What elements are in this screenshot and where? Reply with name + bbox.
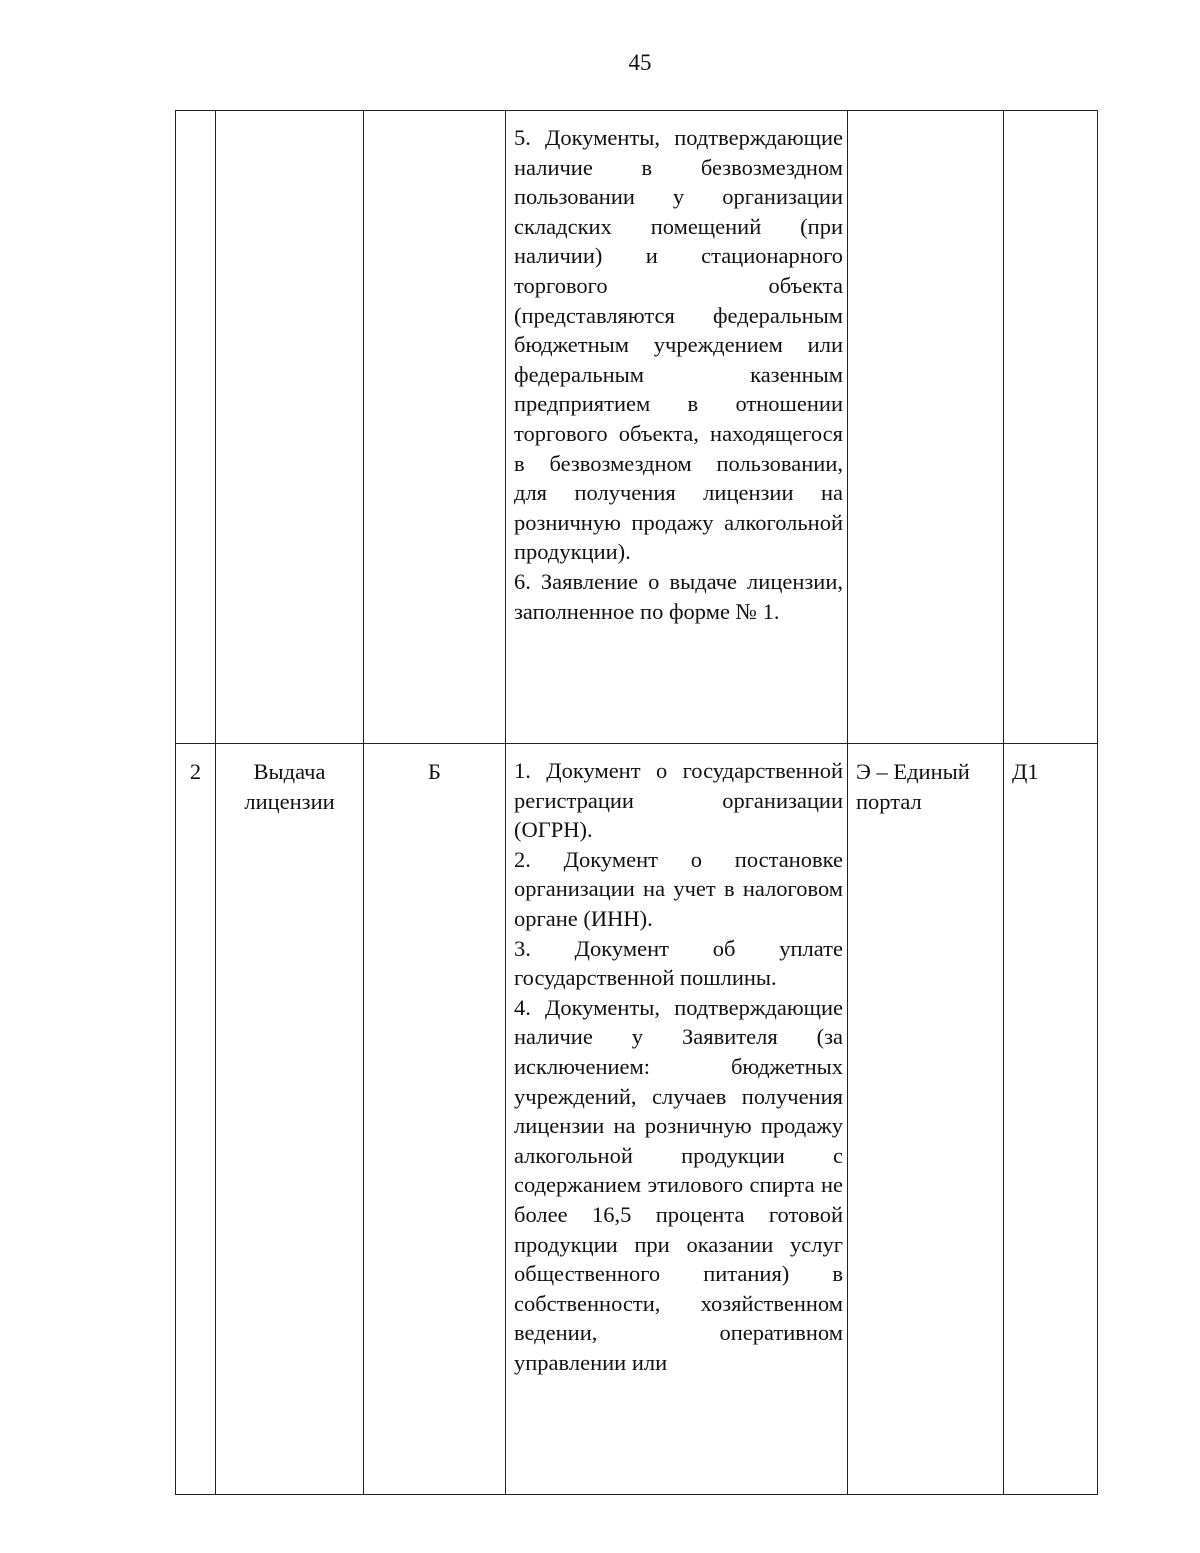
table-row (176, 744, 1098, 1495)
document-item-6: 6. Заявление о выдаче лицензии, заполненное по форме № 1. (514, 568, 843, 624)
documents-cell (506, 111, 848, 744)
services-table (175, 110, 1098, 1495)
documents-cell (506, 744, 848, 1495)
code-cell (1004, 111, 1098, 744)
code-cell: Д1 (1004, 744, 1098, 1495)
category-cell: Б (364, 744, 506, 1495)
document-item-1: 1. Документ о государственной регистрации организации (ОГРН). (514, 758, 843, 843)
channel-cell (848, 111, 1004, 744)
table-row (176, 111, 1098, 744)
service-name-cell: Выдача лицензии (216, 744, 364, 1495)
document-item-4: 4. Документы, подтверждающие наличие у Заявителя (за исключением: бюджетных учреждений, случаев получения лицензии на розничную продажу алкогольной продукции с содержанием этилового спирта не более 16,5 процента готовой продукции при оказании услуг общественного питания) в собственности, хозяйственном ведении, оперативном управлении или (514, 994, 843, 1375)
service-name-cell (216, 111, 364, 744)
category-cell (364, 111, 506, 744)
row-number-cell: 2 (176, 744, 216, 1495)
document-item-2: 2. Документ о постановке организации на учет в налоговом органе (ИНН). (514, 846, 843, 931)
document-item-5: 5. Документы, подтверждающие наличие в безвозмездном пользовании у организации складских помещений (при наличии) и стационарного торгового объекта (представляются федеральным бюджетным учреждением или федеральным казенным предприятием в отношении торгового объекта, находящегося в безвозмездном пользовании, для получения лицензии на розничную продажу алкогольной продукции). (514, 125, 843, 565)
channel-cell: Э – Единый портал (848, 744, 1004, 1495)
page-number: 45 (628, 50, 652, 75)
row-number-cell (176, 111, 216, 744)
document-item-3: 3. Документ об уплате государственной пошлины. (514, 935, 843, 991)
